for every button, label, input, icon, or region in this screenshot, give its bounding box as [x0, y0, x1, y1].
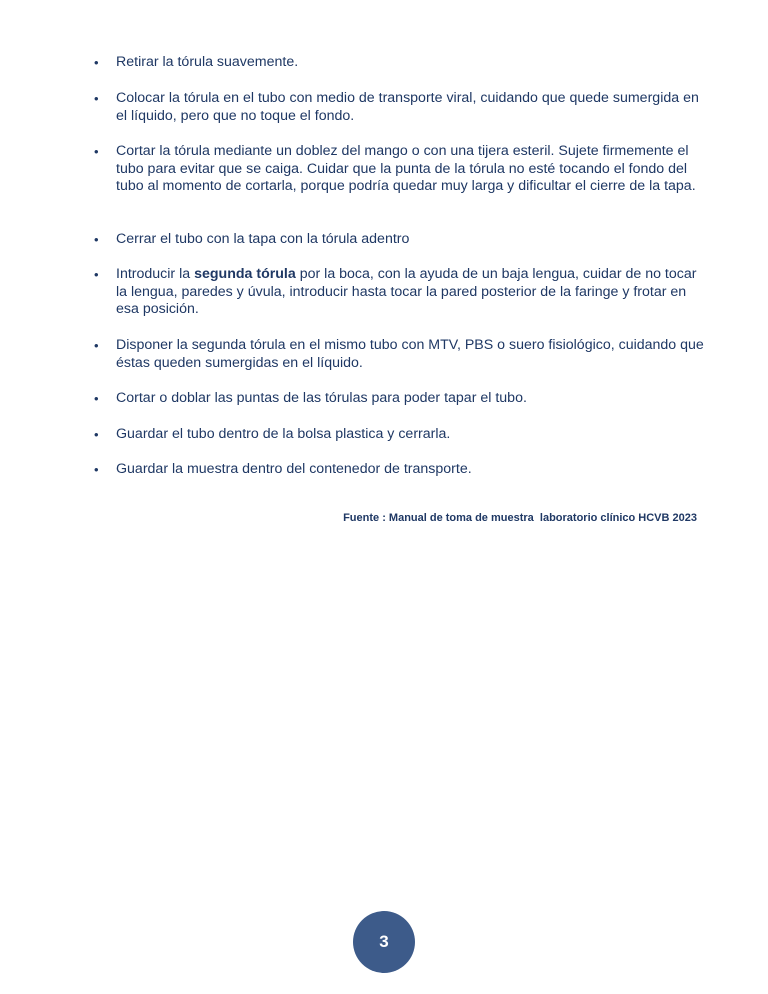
- bullet-icon: •: [94, 427, 99, 442]
- instruction-text: Guardar la muestra dentro del contenedor de transporte.: [116, 461, 472, 477]
- instruction-text-bold: segunda tórula: [194, 266, 296, 282]
- list-item: [94, 337, 706, 372]
- bullet-icon: •: [94, 338, 99, 353]
- list-item: [94, 461, 706, 479]
- instruction-text: Cortar o doblar las puntas de las tórulas para poder tapar el tubo.: [116, 390, 527, 406]
- instruction-text: Disponer la segunda tórula en el mismo tubo con MTV, PBS o suero fisiológico, cuidando que éstas queden sumergidas en el líquido.: [116, 337, 704, 371]
- instruction-text: Cerrar el tubo con la tapa con la tórula adentro: [116, 231, 410, 247]
- list-item: [94, 426, 706, 444]
- page-number-badge: [353, 911, 415, 973]
- instruction-text: Guardar el tubo dentro de la bolsa plastica y cerrarla.: [116, 426, 451, 442]
- bullet-icon: •: [94, 391, 99, 406]
- instruction-text: Cortar la tórula mediante un doblez del mango o con una tijera esteril. Sujete firmemente el tubo para evitar que se caiga. Cuidar que la punta de la tórula no esté tocando el fondo del tubo al momento de cortarla, porque podría quedar muy larga y dificultar el cierre de la tapa.: [116, 143, 696, 195]
- list-item: [94, 143, 706, 196]
- instruction-text: Colocar la tórula en el tubo con medio de transporte viral, cuidando que quede sumergida en el líquido, pero que no toque el fondo.: [116, 90, 699, 124]
- bullet-icon: •: [94, 232, 99, 247]
- instruction-text-before: Introducir la: [116, 266, 195, 282]
- page-number: 3: [379, 932, 389, 951]
- instruction-text-after: por la boca, con la ayuda de un baja lengua, cuidar de no tocar la lengua, paredes y úvula, introducir hasta tocar la pared posterior de la faringe y frotar en esa posición.: [116, 266, 697, 318]
- list-item: [94, 54, 706, 72]
- list-item: [94, 266, 706, 319]
- list-item: [94, 231, 706, 249]
- bullet-icon: •: [94, 267, 99, 282]
- bullet-icon: •: [94, 462, 99, 477]
- list-item: [94, 390, 706, 408]
- bullet-icon: •: [94, 91, 99, 106]
- source-note: Fuente : Manual de toma de muestra laboratorio clínico HCVB 2023: [343, 512, 697, 524]
- list-item: [94, 90, 706, 125]
- instruction-text: Retirar la tórula suavemente.: [116, 54, 299, 70]
- bullet-icon: •: [94, 144, 99, 159]
- bullet-icon: •: [94, 55, 99, 70]
